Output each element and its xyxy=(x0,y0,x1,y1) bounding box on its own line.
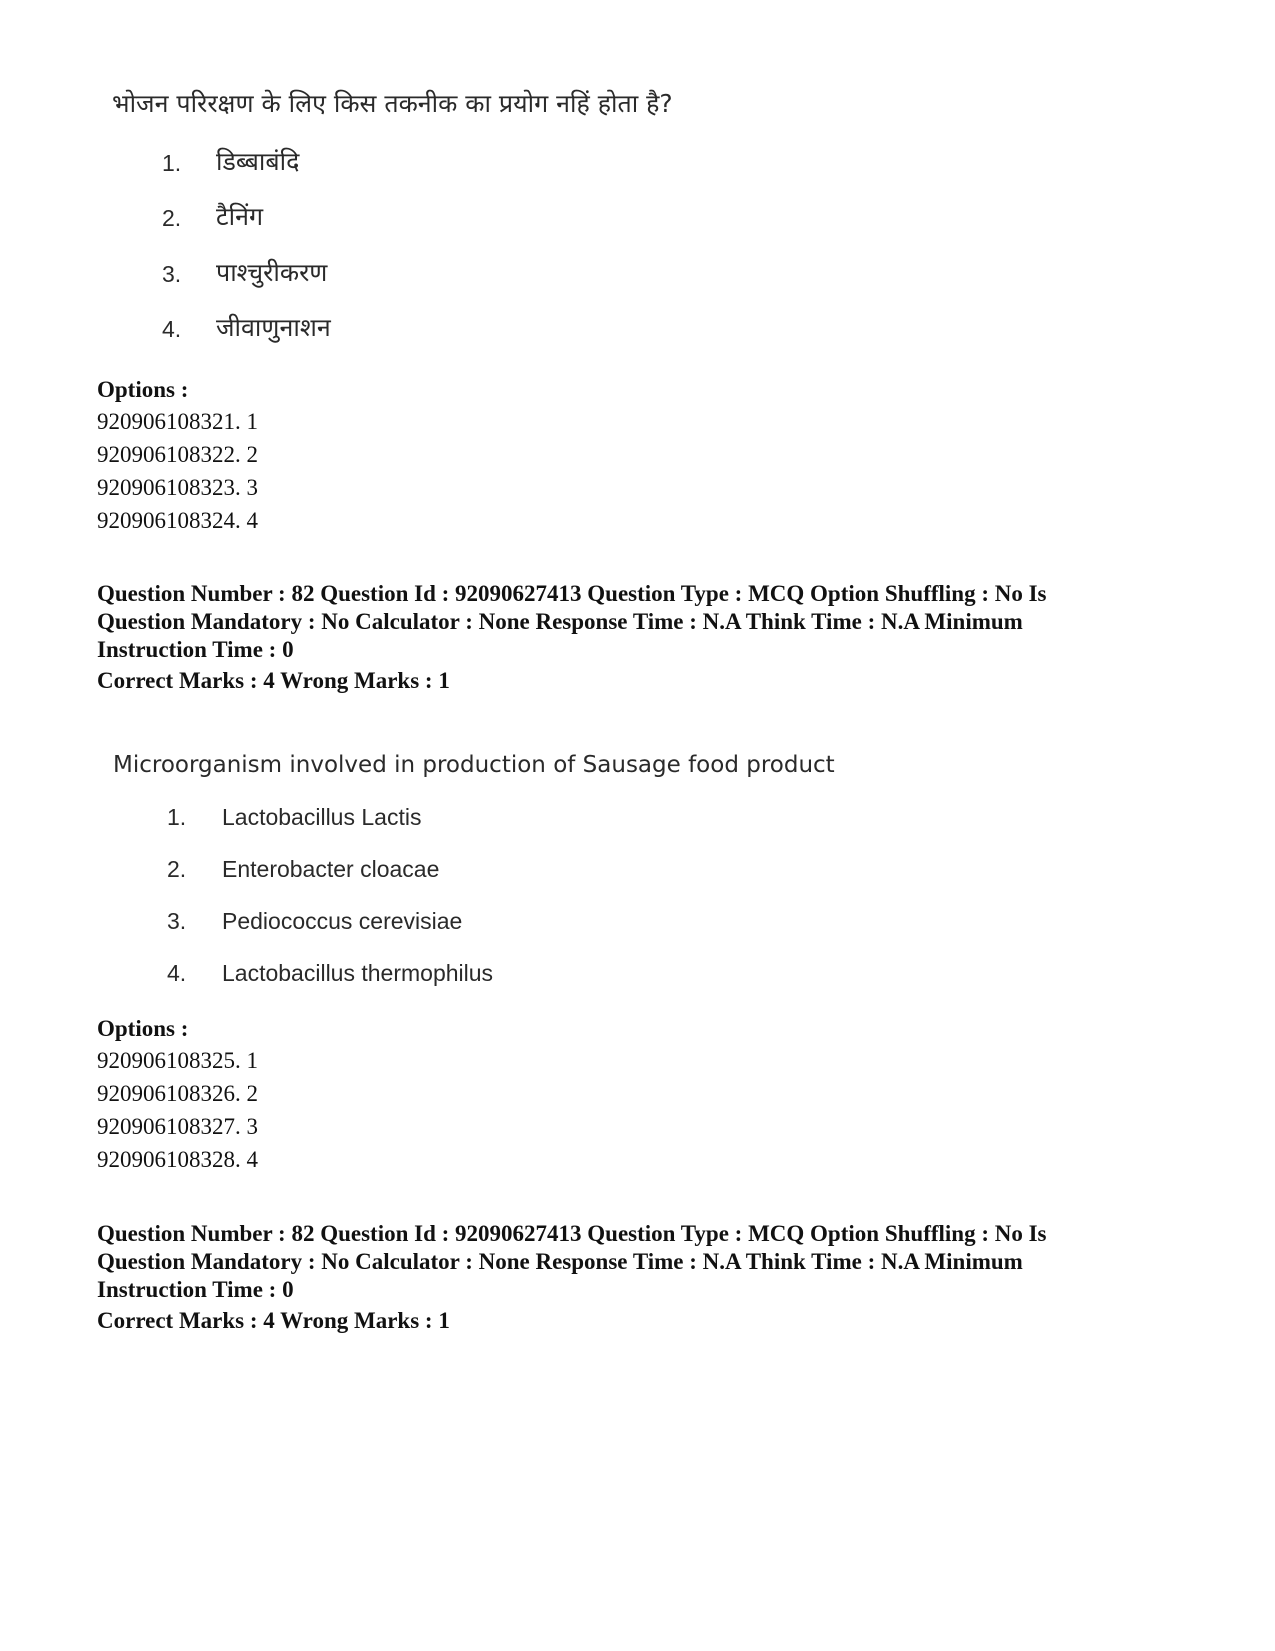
choice-number-1: 1. xyxy=(162,150,182,176)
choice-text-3: Pediococcus cerevisiae xyxy=(222,908,463,934)
choice-text-1: Lactobacillus Lactis xyxy=(222,804,422,830)
option-id-line: 920906108323. 3 xyxy=(97,475,258,500)
marks-line: Correct Marks : 4 Wrong Marks : 1 xyxy=(97,668,450,693)
question-meta xyxy=(97,1220,1177,1304)
option-id-line: 920906108328. 4 xyxy=(97,1147,258,1172)
choice-number-1: 1. xyxy=(167,804,187,830)
choice-number-2: 2. xyxy=(162,205,182,231)
option-id-line: 920906108327. 3 xyxy=(97,1114,258,1139)
choice-number-2: 2. xyxy=(167,856,187,882)
options-label: Options : xyxy=(97,377,189,402)
option-id-line: 920906108321. 1 xyxy=(97,409,258,434)
option-id-line: 920906108322. 2 xyxy=(97,442,258,467)
question-text-english: Microorganism involved in production of Sausage food product xyxy=(113,752,835,778)
question-meta-line: Instruction Time : 0 xyxy=(97,1277,294,1302)
option-id-line: 920906108326. 2 xyxy=(97,1081,258,1106)
choice-text-2: Enterobacter cloacae xyxy=(222,856,440,882)
question-meta-line: Question Mandatory : No Calculator : None Response Time : N.A Think Time : N.A Minimum xyxy=(97,1249,1023,1274)
question-text-hindi: भोजन परिरक्षण के लिए किस तकनीक का प्रयोग नहिं होता है? xyxy=(112,89,673,118)
options-label: Options : xyxy=(97,1016,189,1041)
choice-number-4: 4. xyxy=(162,316,182,342)
question-meta-line: Question Number : 82 Question Id : 92090627413 Question Type : MCQ Option Shuffling : No Is xyxy=(97,1221,1047,1246)
choice-number-3: 3. xyxy=(162,261,182,287)
marks-line: Correct Marks : 4 Wrong Marks : 1 xyxy=(97,1308,450,1333)
question-meta-line: Question Mandatory : No Calculator : None Response Time : N.A Think Time : N.A Minimum xyxy=(97,609,1023,634)
question-meta xyxy=(97,580,1177,664)
choice-text-1: डिब्बाबंदि xyxy=(216,147,300,176)
choice-text-3: पाश्चुरीकरण xyxy=(216,258,328,287)
option-id-line: 920906108324. 4 xyxy=(97,508,258,533)
choice-text-4: Lactobacillus thermophilus xyxy=(222,960,494,986)
choice-text-2: टैनिंग xyxy=(216,202,264,231)
question-meta-line: Question Number : 82 Question Id : 92090627413 Question Type : MCQ Option Shuffling : No Is xyxy=(97,581,1047,606)
choice-number-3: 3. xyxy=(167,908,187,934)
choice-text-4: जीवाणुनाशन xyxy=(216,313,331,342)
option-id-line: 920906108325. 1 xyxy=(97,1048,258,1073)
question-meta-line: Instruction Time : 0 xyxy=(97,637,294,662)
choice-number-4: 4. xyxy=(167,960,187,986)
